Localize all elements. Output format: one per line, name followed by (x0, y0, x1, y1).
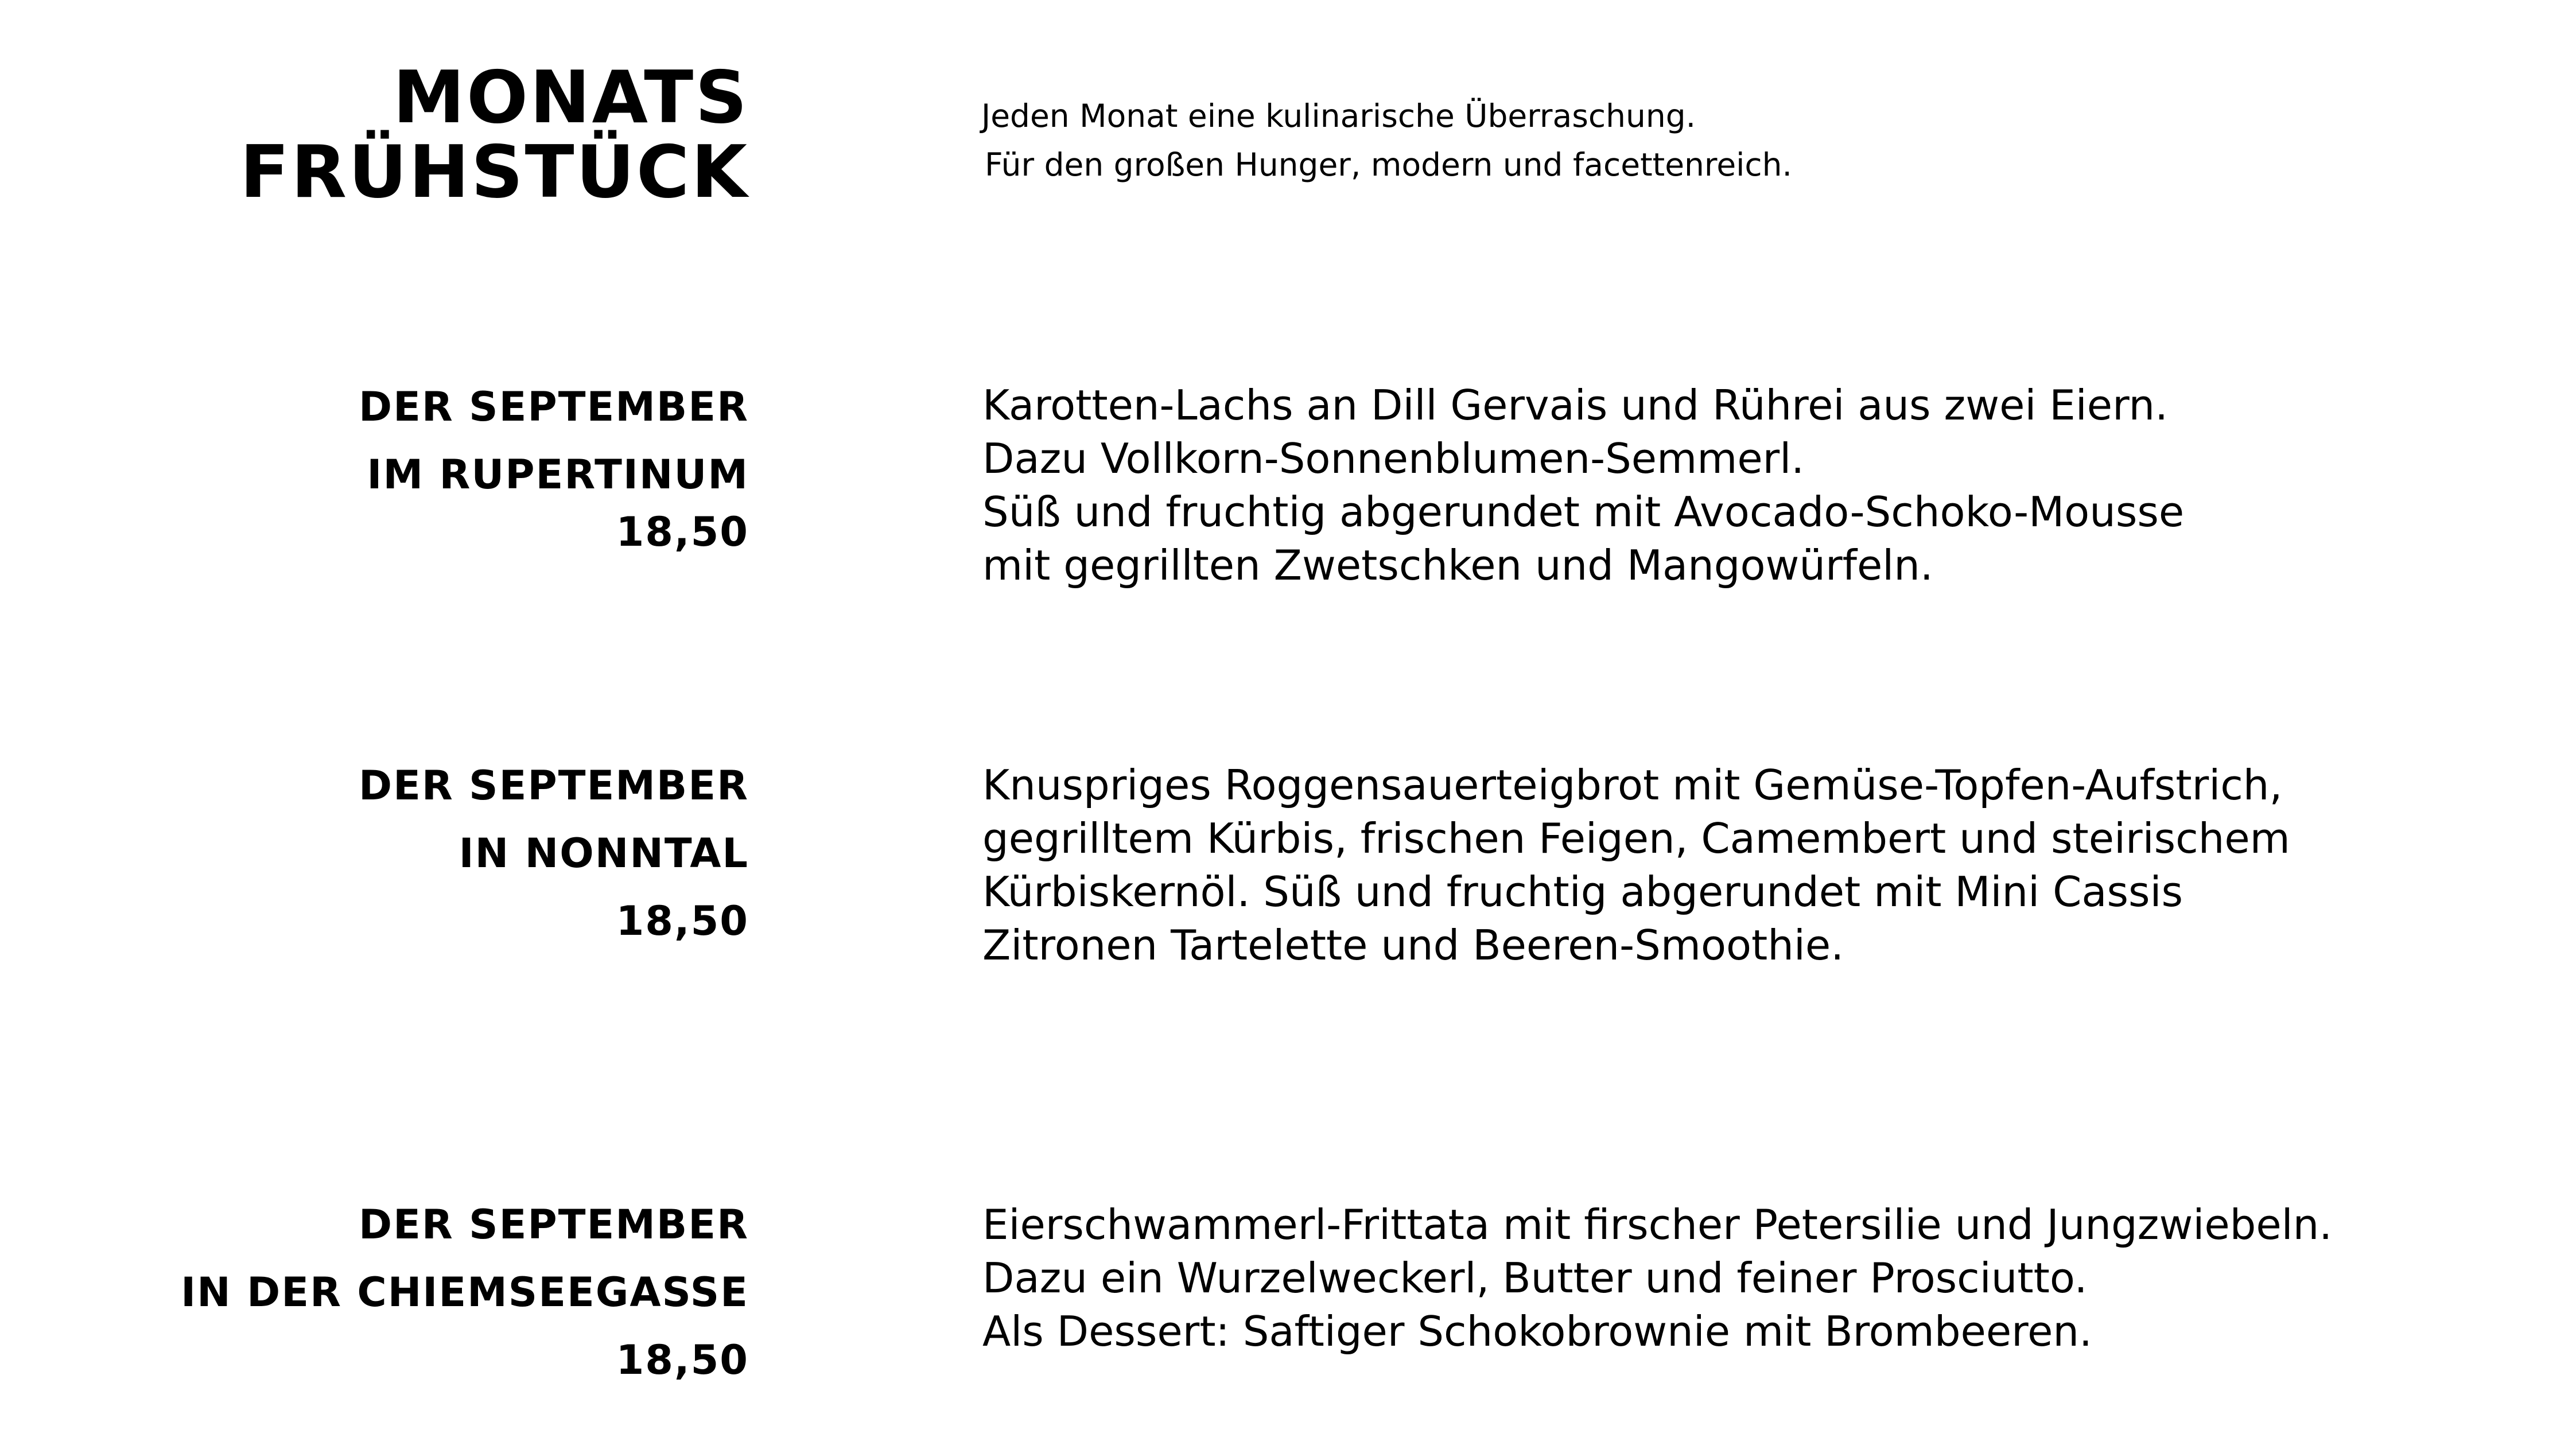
section-label-chiemseegasse (181, 1199, 749, 1385)
intro-text (981, 92, 1792, 189)
section-description-nonntal (982, 759, 2290, 972)
section-price: 18,50 (616, 508, 749, 555)
section-location: IN DER CHIEMSEEGASSE (181, 1269, 749, 1316)
description-line: Als Dessert: Saftiger Schokobrownie mit Brombeeren. (982, 1307, 2092, 1355)
section-location: IN NONNTAL (459, 830, 749, 877)
section-label-nonntal (359, 760, 749, 946)
description-line: Dazu Vollkorn-Sonnenblumen-Semmerl. (982, 434, 1805, 483)
section-month: DER SEPTEMBER (358, 383, 749, 430)
section-month: DER SEPTEMBER (358, 1201, 749, 1248)
section-description-rupertinum (982, 379, 2184, 592)
section-month: DER SEPTEMBER (358, 762, 749, 809)
section-label-rupertinum (359, 382, 749, 557)
section-location: IM RUPERTINUM (367, 451, 749, 498)
intro-line: Für den großen Hunger, modern und facettenreich. (985, 146, 1793, 183)
description-line: Eierschwammerl-Frittata mit firscher Petersilie und Jungzwiebeln. (982, 1201, 2333, 1249)
description-line: mit gegrillten Zwetschken und Mangowürfeln. (982, 541, 1933, 589)
description-line: Karotten-Lachs an Dill Gervais und Rührei aus zwei Eiern. (982, 381, 2168, 429)
section-price: 18,50 (616, 898, 749, 945)
title-line-fruehstueck: FRÜHSTÜCK (240, 130, 749, 214)
section-price: 18,50 (616, 1337, 749, 1384)
description-line: Zitronen Tartelette und Beeren-Smoothie. (982, 921, 1844, 969)
intro-line: Jeden Monat eine kulinarische Überraschung. (981, 98, 1696, 134)
description-line: Kürbiskernöl. Süß und fruchtig abgerundet mit Mini Cassis (982, 868, 2183, 916)
description-line: Knuspriges Roggensauerteigbrot mit Gemüse-Topfen-Aufstrich, (982, 761, 2283, 809)
description-line: gegrilltem Kürbis, frischen Feigen, Camembert und steirischem (982, 814, 2290, 863)
description-line: Dazu ein Wurzelweckerl, Butter und feiner Prosciutto. (982, 1254, 2088, 1302)
description-line: Süß und fruchtig abgerundet mit Avocado-Schoko-Mousse (982, 488, 2185, 536)
page-title (240, 55, 749, 214)
section-description-chiemseegasse (982, 1198, 2332, 1358)
title-line-monats: MONATS (393, 55, 749, 139)
